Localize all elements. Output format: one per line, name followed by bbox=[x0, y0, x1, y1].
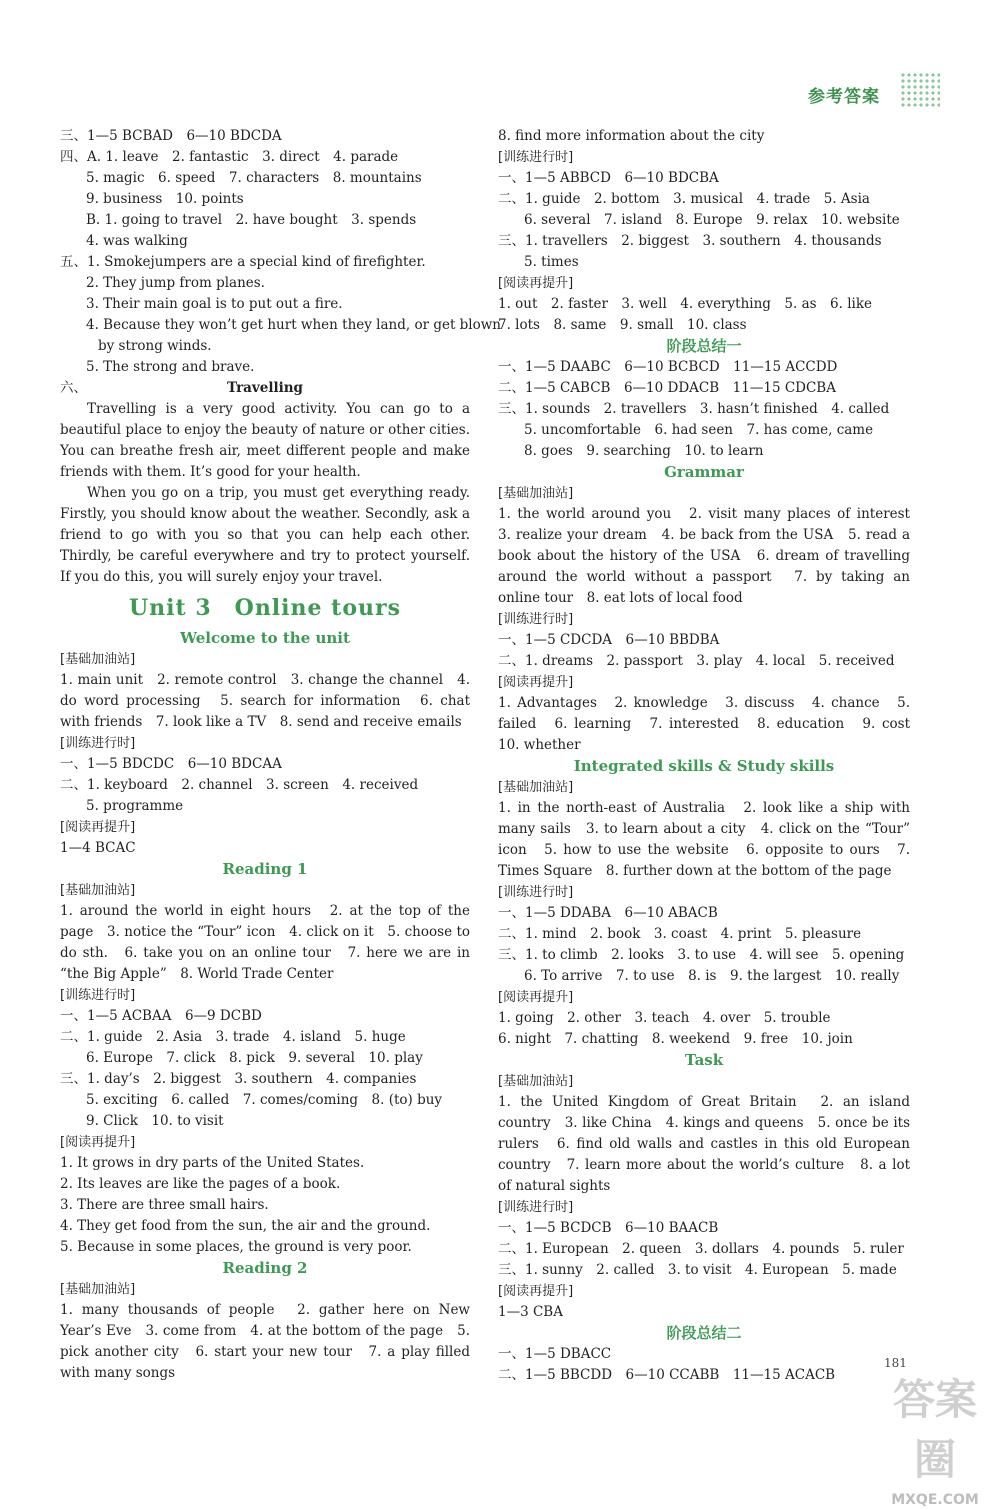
answer-line: 9. business 10. points bbox=[86, 191, 244, 207]
subsection-label: [训练进行时] bbox=[498, 150, 574, 165]
answer-line: 1. going 2. other 3. teach 4. over 5. trouble bbox=[498, 1010, 831, 1026]
answer-line: 8. find more information about the city bbox=[498, 128, 765, 144]
subsection-label: [基础加油站] bbox=[498, 486, 574, 501]
answer-line: 1. out 2. faster 3. well 4. everything 5. as 6. like bbox=[498, 296, 873, 312]
answer-line: 5. exciting 6. called 7. comes/coming 8. (to) buy bbox=[86, 1092, 443, 1108]
subsection-label: [训练进行时] bbox=[498, 1200, 574, 1215]
answer-line: 二、1. guide 2. bottom 3. musical 4. trade 5. Asia bbox=[498, 191, 870, 207]
header-title: 参考答案 bbox=[808, 87, 880, 107]
answer-paragraph: 1. Advantages 2. knowledge 3. discuss 4. chance 5. failed 6. learning 7. interested 8. education 9. cost 10. whether bbox=[498, 695, 924, 753]
right-column bbox=[498, 126, 924, 1386]
answer-line: 二、1. mind 2. book 3. coast 4. print 5. pleasure bbox=[498, 926, 862, 942]
answer-line: 一、1—5 ACBAA 6—9 DCBD bbox=[60, 1008, 262, 1024]
answer-line: 1. It grows in dry parts of the United States. bbox=[60, 1155, 365, 1171]
answer-line: 三、1. sunny 2. called 3. to visit 4. European 5. made bbox=[498, 1262, 897, 1278]
section-number: 六、 bbox=[60, 380, 87, 396]
answer-line: 三、1. to climb 2. looks 3. to use 4. will see 5. opening bbox=[498, 947, 905, 963]
subsection-label: [阅读再提升] bbox=[60, 1135, 136, 1150]
answer-paragraph: 1. the world around you 2. visit many places of interest 3. realize your dream 4. be back from the USA 5. read a book about the history of the USA 6. dream of travelling around the world without a passport 7. by taking an online tour 8. eat lots of local food bbox=[498, 506, 924, 606]
answer-line: 一、1—5 ABBCD 6—10 BDCBA bbox=[498, 170, 719, 186]
section-heading: Grammar bbox=[664, 463, 744, 481]
subsection-label: [阅读再提升] bbox=[498, 1284, 574, 1299]
answer-line: 5. times bbox=[524, 254, 579, 270]
subsection-label: [阅读再提升] bbox=[498, 675, 574, 690]
section-heading: Reading 2 bbox=[222, 1259, 308, 1277]
answer-line: 二、1. dreams 2. passport 3. play 4. local 5. received bbox=[498, 653, 895, 669]
answer-paragraph: 1. the United Kingdom of Great Britain 2. an island country 3. like China 4. kings and queens 5. once be its rulers 6. find old walls and castles in this old European country 7. learn more about the world’s culture 8. a lot of natural sights bbox=[498, 1094, 910, 1194]
answer-line: 三、1. sounds 2. travellers 3. hasn’t finished 4. called bbox=[498, 401, 890, 417]
answer-line: 4. was walking bbox=[86, 233, 188, 249]
subsection-label: [训练进行时] bbox=[498, 885, 574, 900]
answer-paragraph: 1. main unit 2. remote control 3. change the channel 4. do word processing 5. search for information 6. chat with friends 7. look like a TV 8. send and receive emails bbox=[60, 672, 470, 730]
section-heading: Task bbox=[684, 1051, 724, 1069]
subsection-label: [基础加油站] bbox=[498, 1074, 574, 1089]
answer-line: 7. lots 8. same 9. small 10. class bbox=[498, 317, 747, 333]
subsection-label: [阅读再提升] bbox=[498, 276, 574, 291]
dot-pattern-decoration bbox=[900, 72, 940, 108]
answer-line: 二、1. European 2. queen 3. dollars 4. pounds 5. ruler bbox=[498, 1241, 904, 1257]
subsection-label: [阅读再提升] bbox=[60, 820, 136, 835]
subsection-label: [基础加油站] bbox=[60, 1282, 136, 1297]
answer-line: 6. To arrive 7. to use 8. is 9. the largest 10. really bbox=[524, 968, 900, 984]
section-heading: 阶段总结一 bbox=[666, 337, 742, 355]
answer-line: 6. several 7. island 8. Europe 9. relax 10. website bbox=[524, 212, 900, 228]
answer-line: 一、1—5 BDCDC 6—10 BDCAA bbox=[60, 756, 282, 772]
answer-line: 5. The strong and brave. bbox=[86, 359, 255, 375]
watermark-logo bbox=[880, 1370, 990, 1508]
answer-line: 三、1. day’s 2. biggest 3. southern 4. companies bbox=[60, 1071, 417, 1087]
answer-line: 8. goes 9. searching 10. to learn bbox=[524, 443, 764, 459]
answer-line: 5. programme bbox=[86, 798, 184, 814]
answer-line: 9. Click 10. to visit bbox=[86, 1113, 224, 1129]
answer-line: 1—3 CBA bbox=[498, 1304, 563, 1320]
answer-paragraph: 1. around the world in eight hours 2. at the top of the page 3. notice the “Tour” icon 4. click on it 5. choose to do sth. 6. take you on an online tour 7. here we are in “the Big Apple” 8. World Trade Center bbox=[60, 903, 470, 982]
answer-line: 3. Their main goal is to put out a fire. bbox=[86, 296, 343, 312]
watermark-text: 答案圈 bbox=[892, 1375, 977, 1484]
answer-paragraph: 1. in the north-east of Australia 2. look like a ship with many sails 3. to learn about a city 4. click on the “Tour” icon 5. how to use the website 6. opposite to ours 7. Times Square 8. further down at the bottom of the page bbox=[498, 800, 910, 879]
answer-line: 三、1. travellers 2. biggest 3. southern 4. thousands bbox=[498, 233, 882, 249]
answer-line: by strong winds. bbox=[98, 338, 212, 354]
answer-line: 二、1. keyboard 2. channel 3. screen 4. received bbox=[60, 777, 419, 793]
answer-line: 4. They get food from the sun, the air and the ground. bbox=[60, 1218, 431, 1234]
answer-line: 4. Because they won’t get hurt when they land, or get blown bbox=[86, 317, 502, 333]
answer-line: 一、1—5 DBACC bbox=[498, 1346, 612, 1362]
answer-line: 一、1—5 BCDCB 6—10 BAACB bbox=[498, 1220, 719, 1236]
subsection-label: [训练进行时] bbox=[498, 612, 574, 627]
answer-line: 3. There are three small hairs. bbox=[60, 1197, 269, 1213]
section-heading: Welcome to the unit bbox=[180, 629, 350, 647]
subsection-label: [训练进行时] bbox=[60, 988, 136, 1003]
answer-line: 2. Its leaves are like the pages of a book. bbox=[60, 1176, 341, 1192]
answer-line: 三、1—5 BCBAD 6—10 BDCDA bbox=[60, 128, 282, 144]
page-header bbox=[60, 60, 940, 120]
page-number: 181 bbox=[884, 1356, 907, 1370]
watermark-subtext: MXQE.COM bbox=[891, 1492, 979, 1508]
essay-header bbox=[60, 378, 470, 399]
subsection-label: [阅读再提升] bbox=[498, 990, 574, 1005]
subsection-label: [基础加油站] bbox=[498, 780, 574, 795]
essay-paragraph: Travelling is a very good activity. You can go to a beautiful place to enjoy the beauty of nature or other cities. You can breathe fresh air, meet different people and make friends with them. It’s good for your health. bbox=[60, 401, 470, 480]
answer-line: 二、1—5 BBCDD 6—10 CCABB 11—15 ACACB bbox=[498, 1367, 836, 1383]
left-column bbox=[60, 126, 502, 1384]
section-heading: 阶段总结二 bbox=[666, 1324, 742, 1342]
answer-line: 5. uncomfortable 6. had seen 7. has come, came bbox=[524, 422, 874, 438]
subsection-label: [训练进行时] bbox=[60, 736, 136, 751]
answer-line: 6. night 7. chatting 8. weekend 9. free 10. join bbox=[498, 1031, 853, 1047]
answer-line: 一、1—5 CDCDA 6—10 BBDBA bbox=[498, 632, 720, 648]
answer-line: 2. They jump from planes. bbox=[86, 275, 265, 291]
unit-heading: Unit 3 Online tours bbox=[128, 595, 401, 621]
answer-paragraph: 1. many thousands of people 2. gather here on New Year’s Eve 3. come from 4. at the bottom of the page 5. pick another city 6. start your new tour 7. a play filled with many songs bbox=[60, 1302, 470, 1381]
essay-paragraph: When you go on a trip, you must get everything ready. Firstly, you should know about the weather. Secondly, ask a friend to go with you so that you can help each other. Thirdly, be careful everywhere and try to protect yourself. If you do this, you will surely enjoy your travel. bbox=[60, 485, 470, 585]
answer-line: 二、1—5 CABCB 6—10 DDACB 11—15 CDCBA bbox=[498, 380, 836, 396]
section-heading: Reading 1 bbox=[222, 860, 308, 878]
answer-line: 6. Europe 7. click 8. pick 9. several 10. play bbox=[86, 1050, 423, 1066]
answer-line: 一、1—5 DDABA 6—10 ABACB bbox=[498, 905, 718, 921]
answer-line: 五、1. Smokejumpers are a special kind of firefighter. bbox=[60, 254, 426, 270]
answer-line: 二、1. guide 2. Asia 3. trade 4. island 5. huge bbox=[60, 1029, 406, 1045]
subsection-label: [基础加油站] bbox=[60, 883, 136, 898]
answer-line: 四、A. 1. leave 2. fantastic 3. direct 4. parade bbox=[60, 149, 399, 165]
essay-title: Travelling bbox=[227, 380, 303, 396]
answer-line: 1—4 BCAC bbox=[60, 840, 136, 856]
answer-line: 5. magic 6. speed 7. characters 8. mountains bbox=[86, 170, 422, 186]
section-heading: Integrated skills & Study skills bbox=[573, 757, 835, 775]
answer-line: B. 1. going to travel 2. have bought 3. spends bbox=[86, 212, 417, 228]
answer-line: 5. Because in some places, the ground is very poor. bbox=[60, 1239, 412, 1255]
subsection-label: [基础加油站] bbox=[60, 652, 136, 667]
answer-line: 一、1—5 DAABC 6—10 BCBCD 11—15 ACCDD bbox=[498, 359, 838, 375]
